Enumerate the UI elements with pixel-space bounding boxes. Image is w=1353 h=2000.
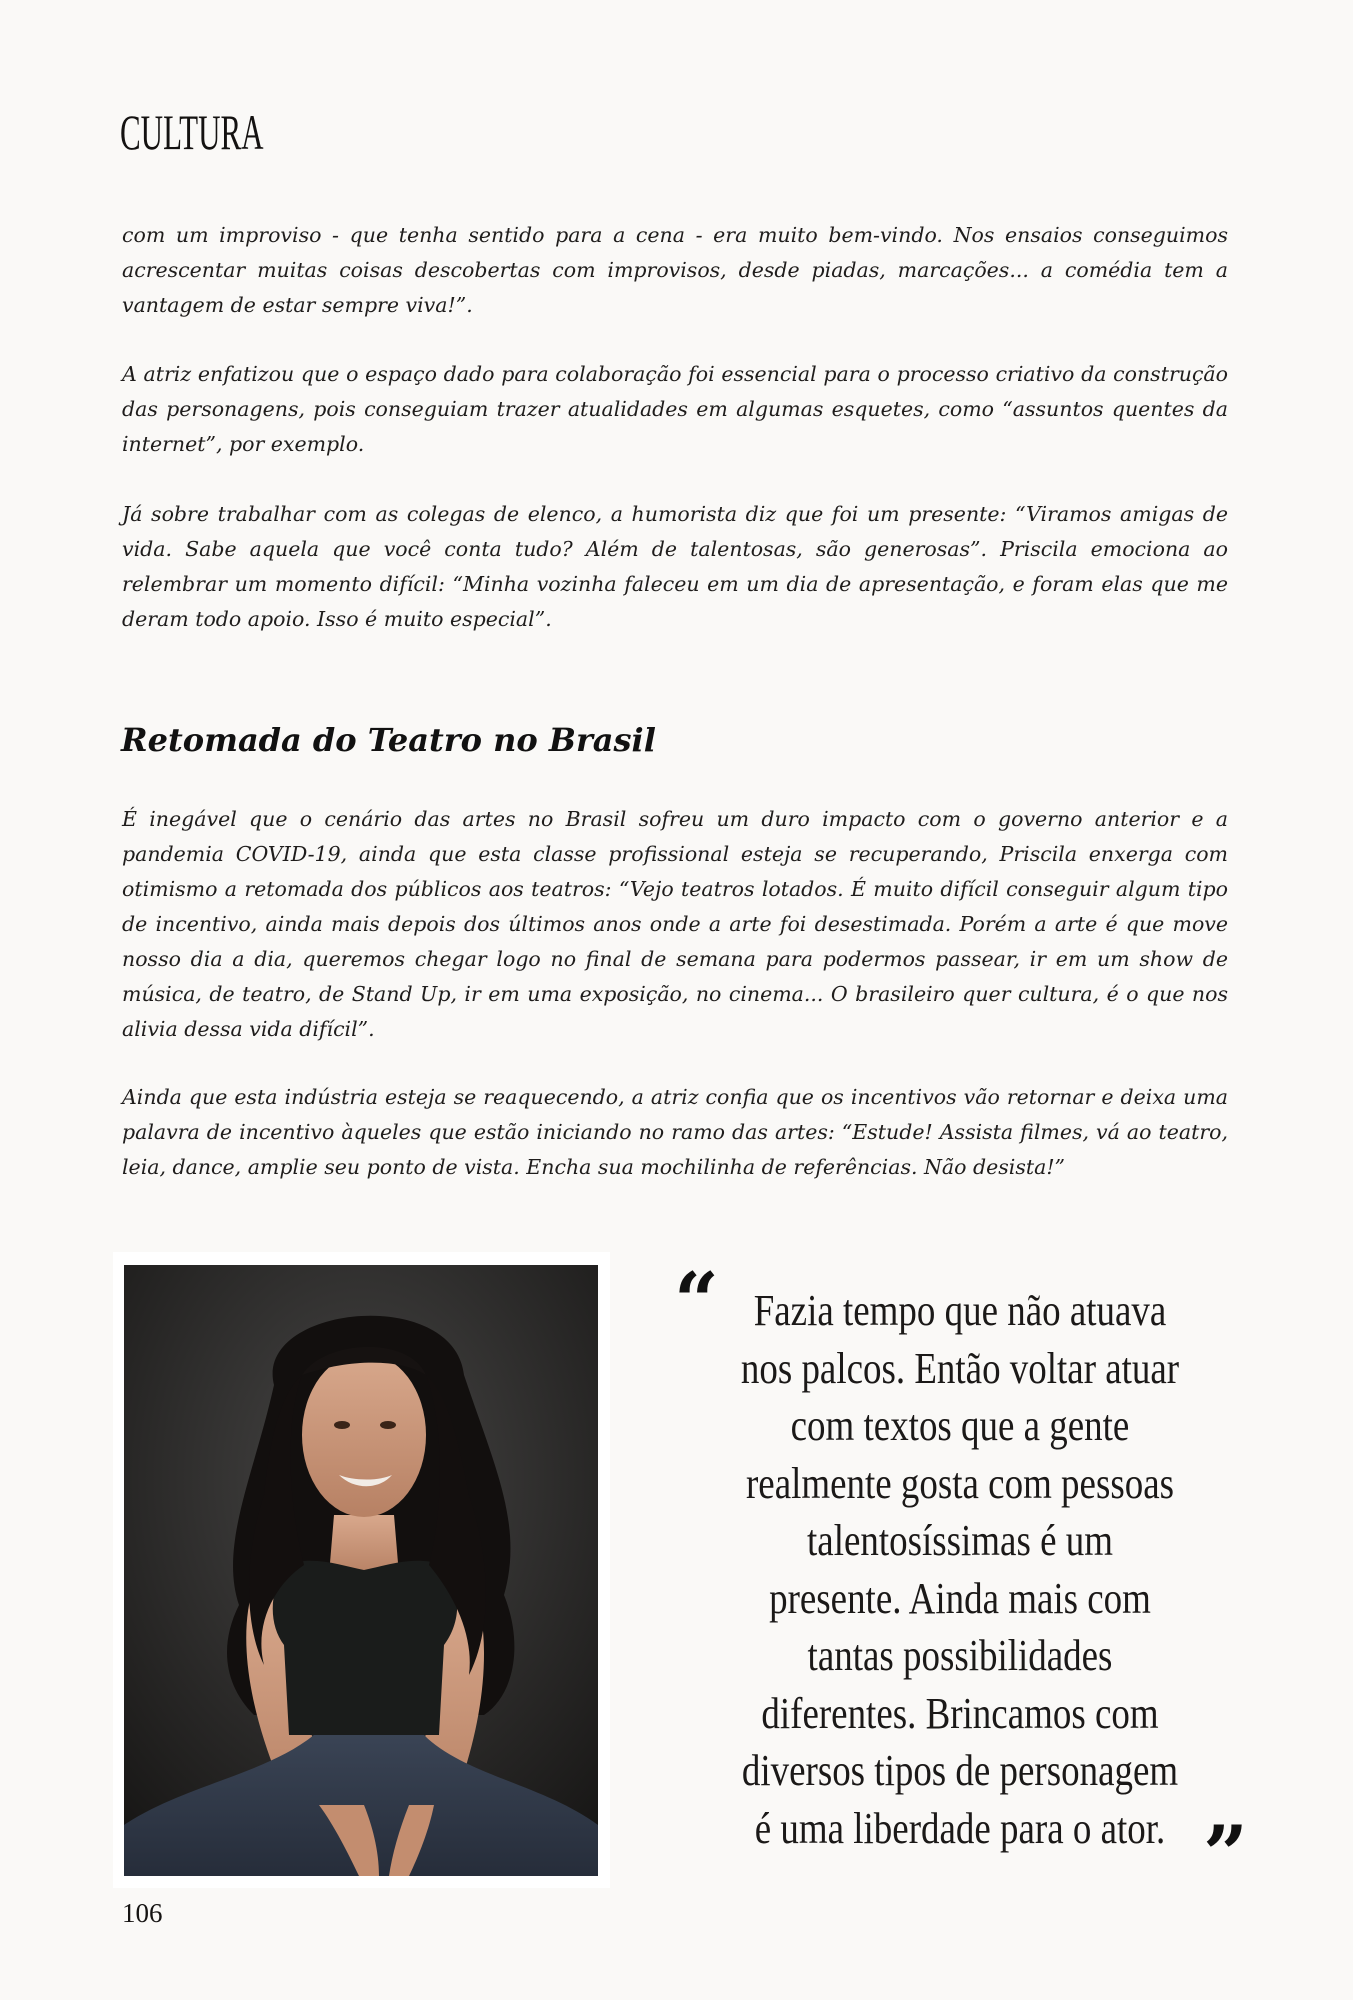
photo-frame	[113, 1252, 610, 1888]
quote-line: realmente gosta com pessoas	[745, 1458, 1174, 1508]
quote-line: tantas possibilidades	[807, 1631, 1113, 1680]
close-quote-icon: ”	[1203, 1809, 1248, 1900]
quote-line: diversos tipos de personagem	[741, 1746, 1179, 1795]
body-paragraph: A atriz enfatizou que o espaço dado para colaboração foi essencial para o processo criativo da construção das personagens, pois conseguiam trazer atualidades em algumas esquetes, como “assuntos quentes da internet”, por exemplo.	[122, 362, 1228, 456]
pull-quote	[680, 1282, 1240, 1857]
body-paragraph: com um improviso - que tenha sentido para a cena - era muito bem-vindo. Nos ensaios conseguimos acrescentar muitas coisas descobertas com improvisos, desde piadas, marcações... a comédia tem a vantagem de estar sempre viva!”.	[122, 223, 1228, 317]
quote-line: é uma liberdade para o ator.	[754, 1803, 1166, 1853]
quote-line: com textos que a gente	[790, 1401, 1130, 1450]
page-number: 106	[122, 1898, 163, 1928]
quote-line: presente. Ainda mais com	[769, 1573, 1151, 1623]
portrait-illustration	[124, 1265, 598, 1876]
pull-quote-text	[725, 1282, 1195, 1857]
body-paragraph: Já sobre trabalhar com as colegas de elenco, a humorista diz que foi um presente: “Viramos amigas de vida. Sabe aquela que você conta tudo? Além de talentosas, são generosas”. Priscila emociona ao relembrar um momento difícil: “Minha vozinha faleceu em um dia de apresentação, e foram elas que me deram todo apoio. Isso é muito especial”.	[122, 502, 1228, 631]
section-label: CULTURA	[120, 104, 264, 160]
portrait-photo	[124, 1265, 598, 1876]
open-quote-icon: “	[674, 1256, 719, 1347]
quote-line: nos palcos. Então voltar atuar	[740, 1343, 1180, 1393]
body-paragraph: É inegável que o cenário das artes no Brasil sofreu um duro impacto com o governo anterior e a pandemia COVID-19, ainda que esta classe profissional esteja se recuperando, Priscila enxerga com otimismo a retomada dos públicos aos teatros: “Vejo teatros lotados. É muito difícil conseguir algum tipo de incentivo, ainda mais depois dos últimos anos onde a arte foi desestimada. Porém a arte é que move nosso dia a dia, queremos chegar logo no final de semana para podermos passear, ir em um show de música, de teatro, de Stand Up, ir em uma exposição, no cinema... O brasileiro quer cultura, é o que nos alivia dessa vida difícil”.	[122, 807, 1228, 1041]
quote-line: talentosíssimas é um	[807, 1516, 1113, 1565]
quote-line: diferentes. Brincamos com	[761, 1688, 1159, 1738]
body-paragraph: Ainda que esta indústria esteja se reaquecendo, a atriz confia que os incentivos vão retornar e deixa uma palavra de incentivo àqueles que estão iniciando no ramo das artes: “Estude! Assista filmes, vá ao teatro, leia, dance, amplie seu ponto de vista. Encha sua mochilinha de referências. Não desista!”	[122, 1085, 1228, 1179]
section-heading: Retomada do Teatro no Brasil	[121, 721, 656, 759]
quote-line: Fazia tempo que não atuava	[753, 1286, 1167, 1335]
